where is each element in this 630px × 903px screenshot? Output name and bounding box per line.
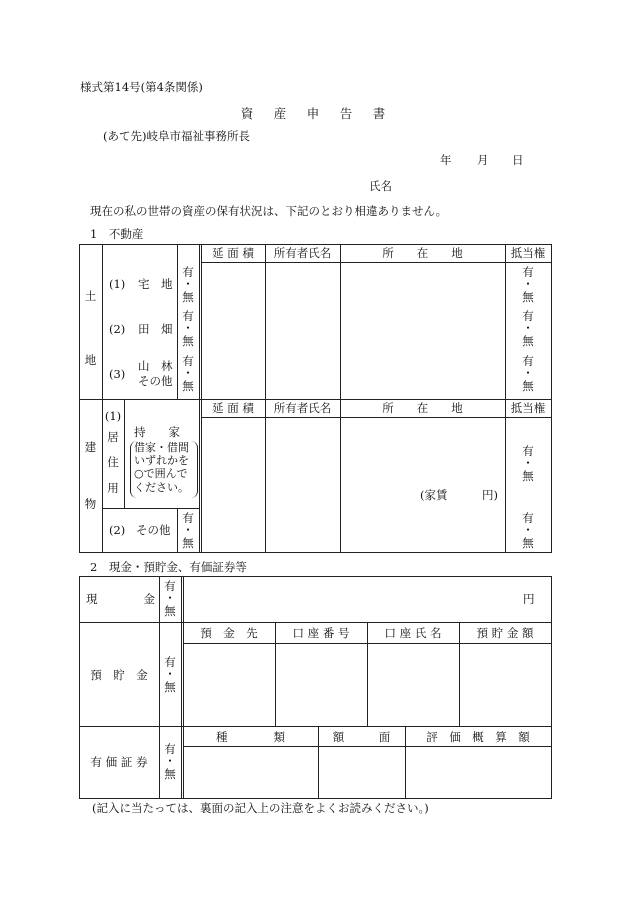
rent-instruction: 借家・借間 いずれかを ○で囲んで ください。 bbox=[130, 441, 198, 498]
securities-col-type: 種 類 bbox=[216, 730, 285, 744]
residence-label: 居 住 用 bbox=[107, 430, 119, 495]
deposit-col-account-name: 口 座 氏 名 bbox=[384, 626, 442, 640]
building-label-bottom: 物 bbox=[84, 497, 97, 511]
securities-col-face-value: 額 面 bbox=[332, 730, 391, 744]
land-row2-mortgage-have-none: 有 ・ 無 bbox=[522, 309, 534, 348]
land-row1-no: (1) bbox=[109, 277, 126, 291]
bldg-col-location: 所 在 地 bbox=[382, 401, 463, 415]
deposits-label: 預 貯 金 bbox=[90, 668, 148, 682]
land-row3-name-line2: その他 bbox=[138, 374, 173, 388]
deposit-col-amount: 預 貯 金 額 bbox=[476, 626, 534, 640]
securities-have-none: 有 ・ 無 bbox=[164, 742, 176, 781]
cash-have-none: 有 ・ 無 bbox=[164, 579, 176, 618]
land-row3-name-line1: 山 林 bbox=[138, 359, 173, 373]
footer-note: (記入に当たっては、裏面の記入上の注意をよくお読みください。) bbox=[92, 801, 429, 815]
land-row3-mortgage-have-none: 有 ・ 無 bbox=[522, 354, 534, 393]
col-floor-area: 延 面 積 bbox=[212, 246, 254, 260]
building-other-no: (2) bbox=[109, 523, 126, 537]
building-other-name: その他 bbox=[136, 523, 171, 537]
deposit-col-account-number: 口 座 番 号 bbox=[292, 626, 350, 640]
owned-house: 持 家 bbox=[134, 425, 180, 439]
land-row1-have-none: 有 ・ 無 bbox=[182, 265, 194, 304]
section1-heading: 1 不動産 bbox=[90, 227, 144, 241]
land-row1-mortgage-have-none: 有 ・ 無 bbox=[522, 265, 534, 304]
form-number: 様式第14号(第4条関係) bbox=[80, 80, 203, 94]
deposit-col-bank: 預 金 先 bbox=[200, 626, 258, 640]
building-other-mortgage-have-none: 有 ・ 無 bbox=[522, 511, 534, 550]
bldg-col-mortgage: 抵当権 bbox=[510, 401, 546, 415]
cash-label: 現 金 bbox=[86, 592, 155, 606]
rent-amount-note: (家賃 円) bbox=[420, 488, 498, 502]
name-label: 氏名 bbox=[369, 179, 392, 193]
cash-unit: 円 bbox=[523, 592, 535, 606]
date-year-label: 年 bbox=[440, 153, 452, 167]
land-row3-have-none: 有 ・ 無 bbox=[182, 354, 194, 393]
date-month-label: 月 bbox=[477, 153, 489, 167]
land-label-bottom: 地 bbox=[84, 353, 97, 367]
statement: 現在の私の世帯の資産の保有状況は、下記のとおり相違ありません。 bbox=[90, 204, 448, 218]
building-other-have-none: 有 ・ 無 bbox=[182, 511, 194, 550]
col-owner-name: 所有者氏名 bbox=[273, 246, 332, 260]
col-mortgage: 抵当権 bbox=[510, 246, 546, 260]
section2-heading: 2 現金・預貯金、有価証券等 bbox=[90, 560, 247, 574]
bldg-col-floor-area: 延 面 積 bbox=[212, 401, 254, 415]
deposits-have-none: 有 ・ 無 bbox=[164, 655, 176, 694]
date-day-label: 日 bbox=[512, 153, 524, 167]
securities-label: 有 価 証 券 bbox=[90, 755, 148, 769]
residence-mortgage-have-none: 有 ・ 無 bbox=[522, 444, 534, 483]
land-row2-have-none: 有 ・ 無 bbox=[182, 309, 194, 348]
land-row3-no: (3) bbox=[109, 367, 126, 381]
land-row2-name: 田 畑 bbox=[138, 322, 173, 336]
addressee: (あて先)岐阜市福祉事務所長 bbox=[103, 129, 250, 143]
securities-col-estimate: 評 価 概 算 額 bbox=[426, 730, 530, 744]
land-row2-no: (2) bbox=[109, 322, 126, 336]
bldg-col-owner-name: 所有者氏名 bbox=[273, 401, 332, 415]
land-row1-name: 宅 地 bbox=[138, 277, 173, 291]
col-location: 所 在 地 bbox=[382, 246, 463, 260]
land-label-top: 土 bbox=[84, 289, 97, 303]
residence-no: (1) bbox=[104, 409, 122, 423]
building-label-top: 建 bbox=[84, 440, 97, 454]
document-title: 資 産 申 告 書 bbox=[240, 106, 390, 121]
